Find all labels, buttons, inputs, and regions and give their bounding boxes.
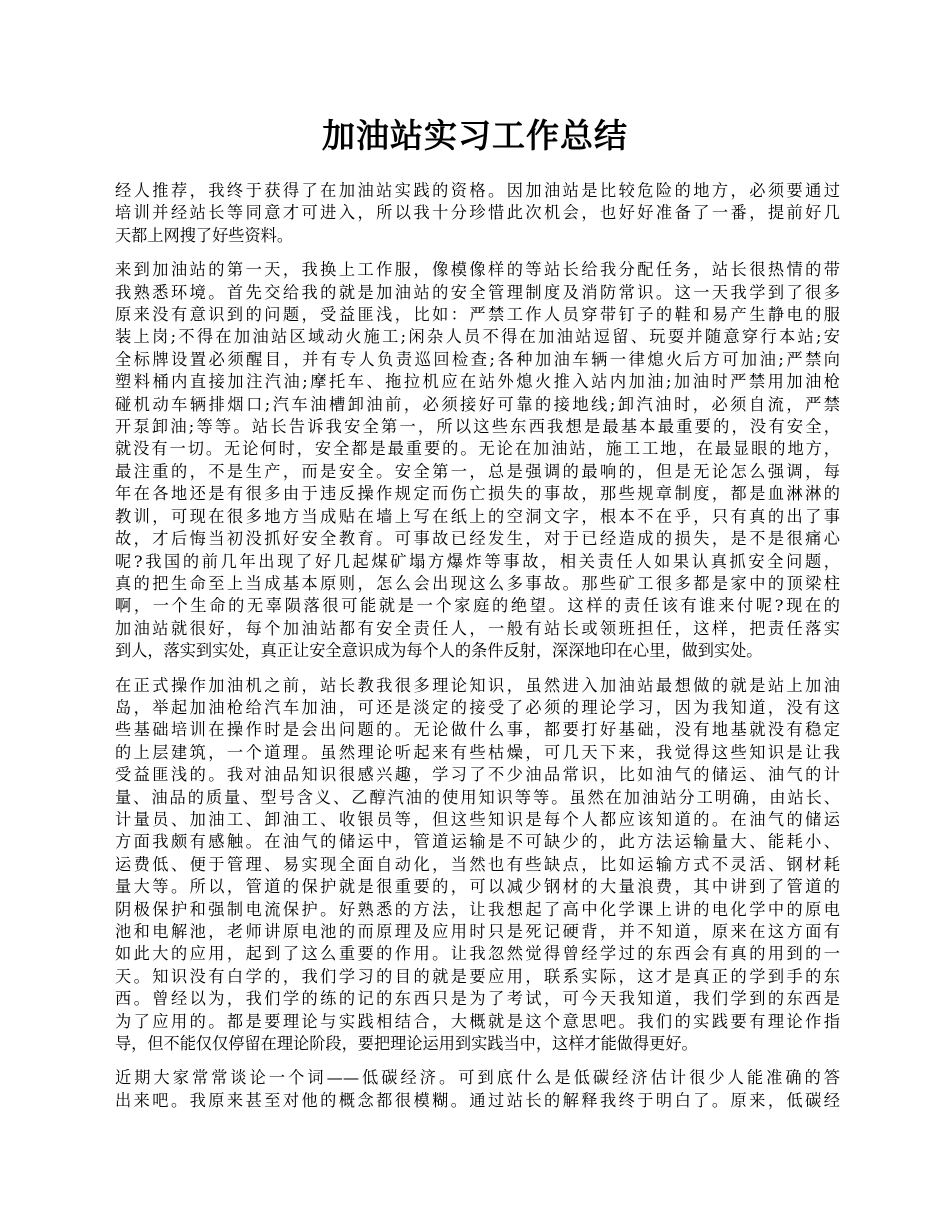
text-line: 来到加油站的第一天，我换上工作服，像模像样的等站长给我分配任务，站长很热情的带: [115, 260, 840, 280]
text-line: 啊，一个生命的无辜陨落很可能就是一个家庭的绝望。这样的责任该有谁来付呢?现在的: [115, 596, 840, 616]
text-line: 计量员、加油工、卸油工、收银员等，但这些知识是每个人都应该知道的。在油气的储运: [115, 809, 840, 829]
text-line: 受益匪浅的。我对油品知识很感兴趣，学习了不少油品常识，比如油气的储运、油气的计: [115, 765, 840, 785]
text-line: 量、油品的质量、型号含义、乙醇汽油的使用知识等等。虽然在加油站分工明确，由站长、: [115, 787, 840, 807]
text-line: 出来吧。我原来甚至对他的概念都很模糊。通过站长的解释我终于明白了。原来，低碳经: [115, 1090, 840, 1110]
text-line: 最注重的，不是生产，而是安全。安全第一，总是强调的最响的，但是无论怎么强调，每: [115, 461, 840, 481]
text-line: 故，才后悔当初没抓好安全教育。可事故已经发生，对于已经造成的损失，是不是很痛心: [115, 529, 840, 549]
paragraph: [115, 259, 840, 662]
document-body: [115, 180, 840, 1124]
text-line: 池和电解池，老师讲原电池的而原理及应用时只是死记硬背，并不知道，原来在这方面有: [115, 922, 840, 941]
paragraph: [115, 180, 840, 247]
text-line: 方面我颇有感触。在油气的储运中，管道运输是不可缺少的，此方法运输量大、能耗小、: [115, 832, 840, 852]
text-line: 开泵卸油;等等。站长告诉我安全第一，所以这些东西我想是最基本最重要的，没有安全，: [115, 417, 840, 437]
document-title: 加油站实习工作总结: [322, 116, 628, 155]
text-line: 为了应用的。都是要理论与实践相结合，大概就是这个意思吧。我们的实践要有理论作指: [115, 1011, 840, 1031]
text-line: 近期大家常常谈论一个词——低碳经济。可到底什么是低碳经济估计很少人能准确的答: [115, 1068, 840, 1088]
text-line: 经人推荐，我终于获得了在加油站实践的资格。因加油站是比较危险的地方，必须要通过: [115, 181, 840, 200]
text-line: 全标牌设置必须醒目，并有专人负责巡回检查;各种加油车辆一律熄火后方可加油;严禁向: [115, 349, 840, 369]
text-line: 年在各地还是有很多由于违反操作规定而伤亡损失的事故，那些规章制度，都是血淋淋的: [115, 484, 840, 504]
text-line: 培训并经站长等同意才可进入，所以我十分珍惜此次机会，也好好准备了一番，提前好几: [115, 203, 840, 223]
text-line: 导，但不能仅仅停留在理论阶段，要把理论运用到实践当中，这样才能做得更好。: [115, 1034, 698, 1054]
text-line: 量大等。所以，管道的保护就是很重要的，可以减少钢材的大量浪费，其中讲到了管道的: [115, 877, 840, 897]
text-line: 碰机动车辆排烟口;汽车油槽卸油前，必须接好可靠的接地线;卸汽油时，必须自流，严禁: [115, 394, 840, 414]
text-line: 运费低、便于管理、易实现全面自动化，当然也有些缺点，比如运输方式不灵活、钢材耗: [115, 854, 840, 874]
text-line: 到人，落实到实处，真正让安全意识成为每个人的条件反射，深深地印在心里，做到实处。: [115, 641, 763, 661]
text-line: 的上层建筑，一个道理。虽然理论听起来有些枯燥，可几天下来，我觉得这些知识是让我: [115, 742, 840, 762]
text-line: 在正式操作加油机之前，站长教我很多理论知识，虽然进入加油站最想做的就是站上加油: [115, 675, 840, 695]
text-line: 呢?我国的前几年出现了好几起煤矿塌方爆炸等事故，相关责任人如果认真抓安全问题，: [115, 551, 840, 571]
text-line: 些基础培训在操作时是会出问题的。无论做什么事，都要打好基础，没有地基就没有稳定: [115, 720, 840, 740]
paragraph: [115, 1067, 840, 1112]
paragraph: [115, 675, 840, 1056]
text-line: 天。知识没有白学的，我们学习的目的就是要应用，联系实际，这才是真正的学到手的东: [115, 966, 840, 986]
text-line: 如此大的应用，起到了这么重要的作用。让我忽然觉得曾经学过的东西会有真的用到的一: [115, 944, 840, 964]
text-line: 装上岗;不得在加油站区域动火施工;闲杂人员不得在加油站逗留、玩耍并随意穿行本站;安: [115, 327, 840, 347]
text-line: 天都上网搜了好些资料。: [115, 225, 294, 245]
text-line: 塑料桶内直接加注汽油;摩托车、拖拉机应在站外熄火推入站内加油;加油时严禁用加油枪: [115, 372, 840, 392]
text-line: 就没有一切。无论何时，安全都是最重要的。无论在加油站，施工工地，在最显眼的地方，: [115, 439, 840, 459]
text-line: 我熟悉环境。首先交给我的就是加油站的安全管理制度及消防常识。这一天我学到了很多: [115, 282, 840, 302]
text-line: 教训，可现在很多地方当成贴在墙上写在纸上的空洞文字，根本不在乎，只有真的出了事: [115, 506, 840, 526]
text-line: 真的把生命至上当成基本原则，怎么会出现这么多事故。那些矿工很多都是家中的顶梁柱: [115, 573, 840, 593]
text-line: 西。曾经以为，我们学的练的记的东西只是为了考试，可今天我知道，我们学到的东西是: [115, 989, 840, 1009]
text-line: 阴极保护和强制电流保护。好熟悉的方法，让我想起了高中化学课上讲的电化学中的原电: [115, 899, 840, 919]
text-line: 加油站就很好，每个加油站都有安全责任人，一般有站长或领班担任，这样，把责任落实: [115, 618, 840, 638]
text-line: 原来没有意识到的问题，受益匪浅，比如：严禁工作人员穿带钉子的鞋和易产生静电的服: [115, 305, 840, 325]
text-line: 岛，举起加油枪给汽车加油，可还是淡定的接受了必须的理论学习，因为我知道，没有这: [115, 697, 840, 717]
